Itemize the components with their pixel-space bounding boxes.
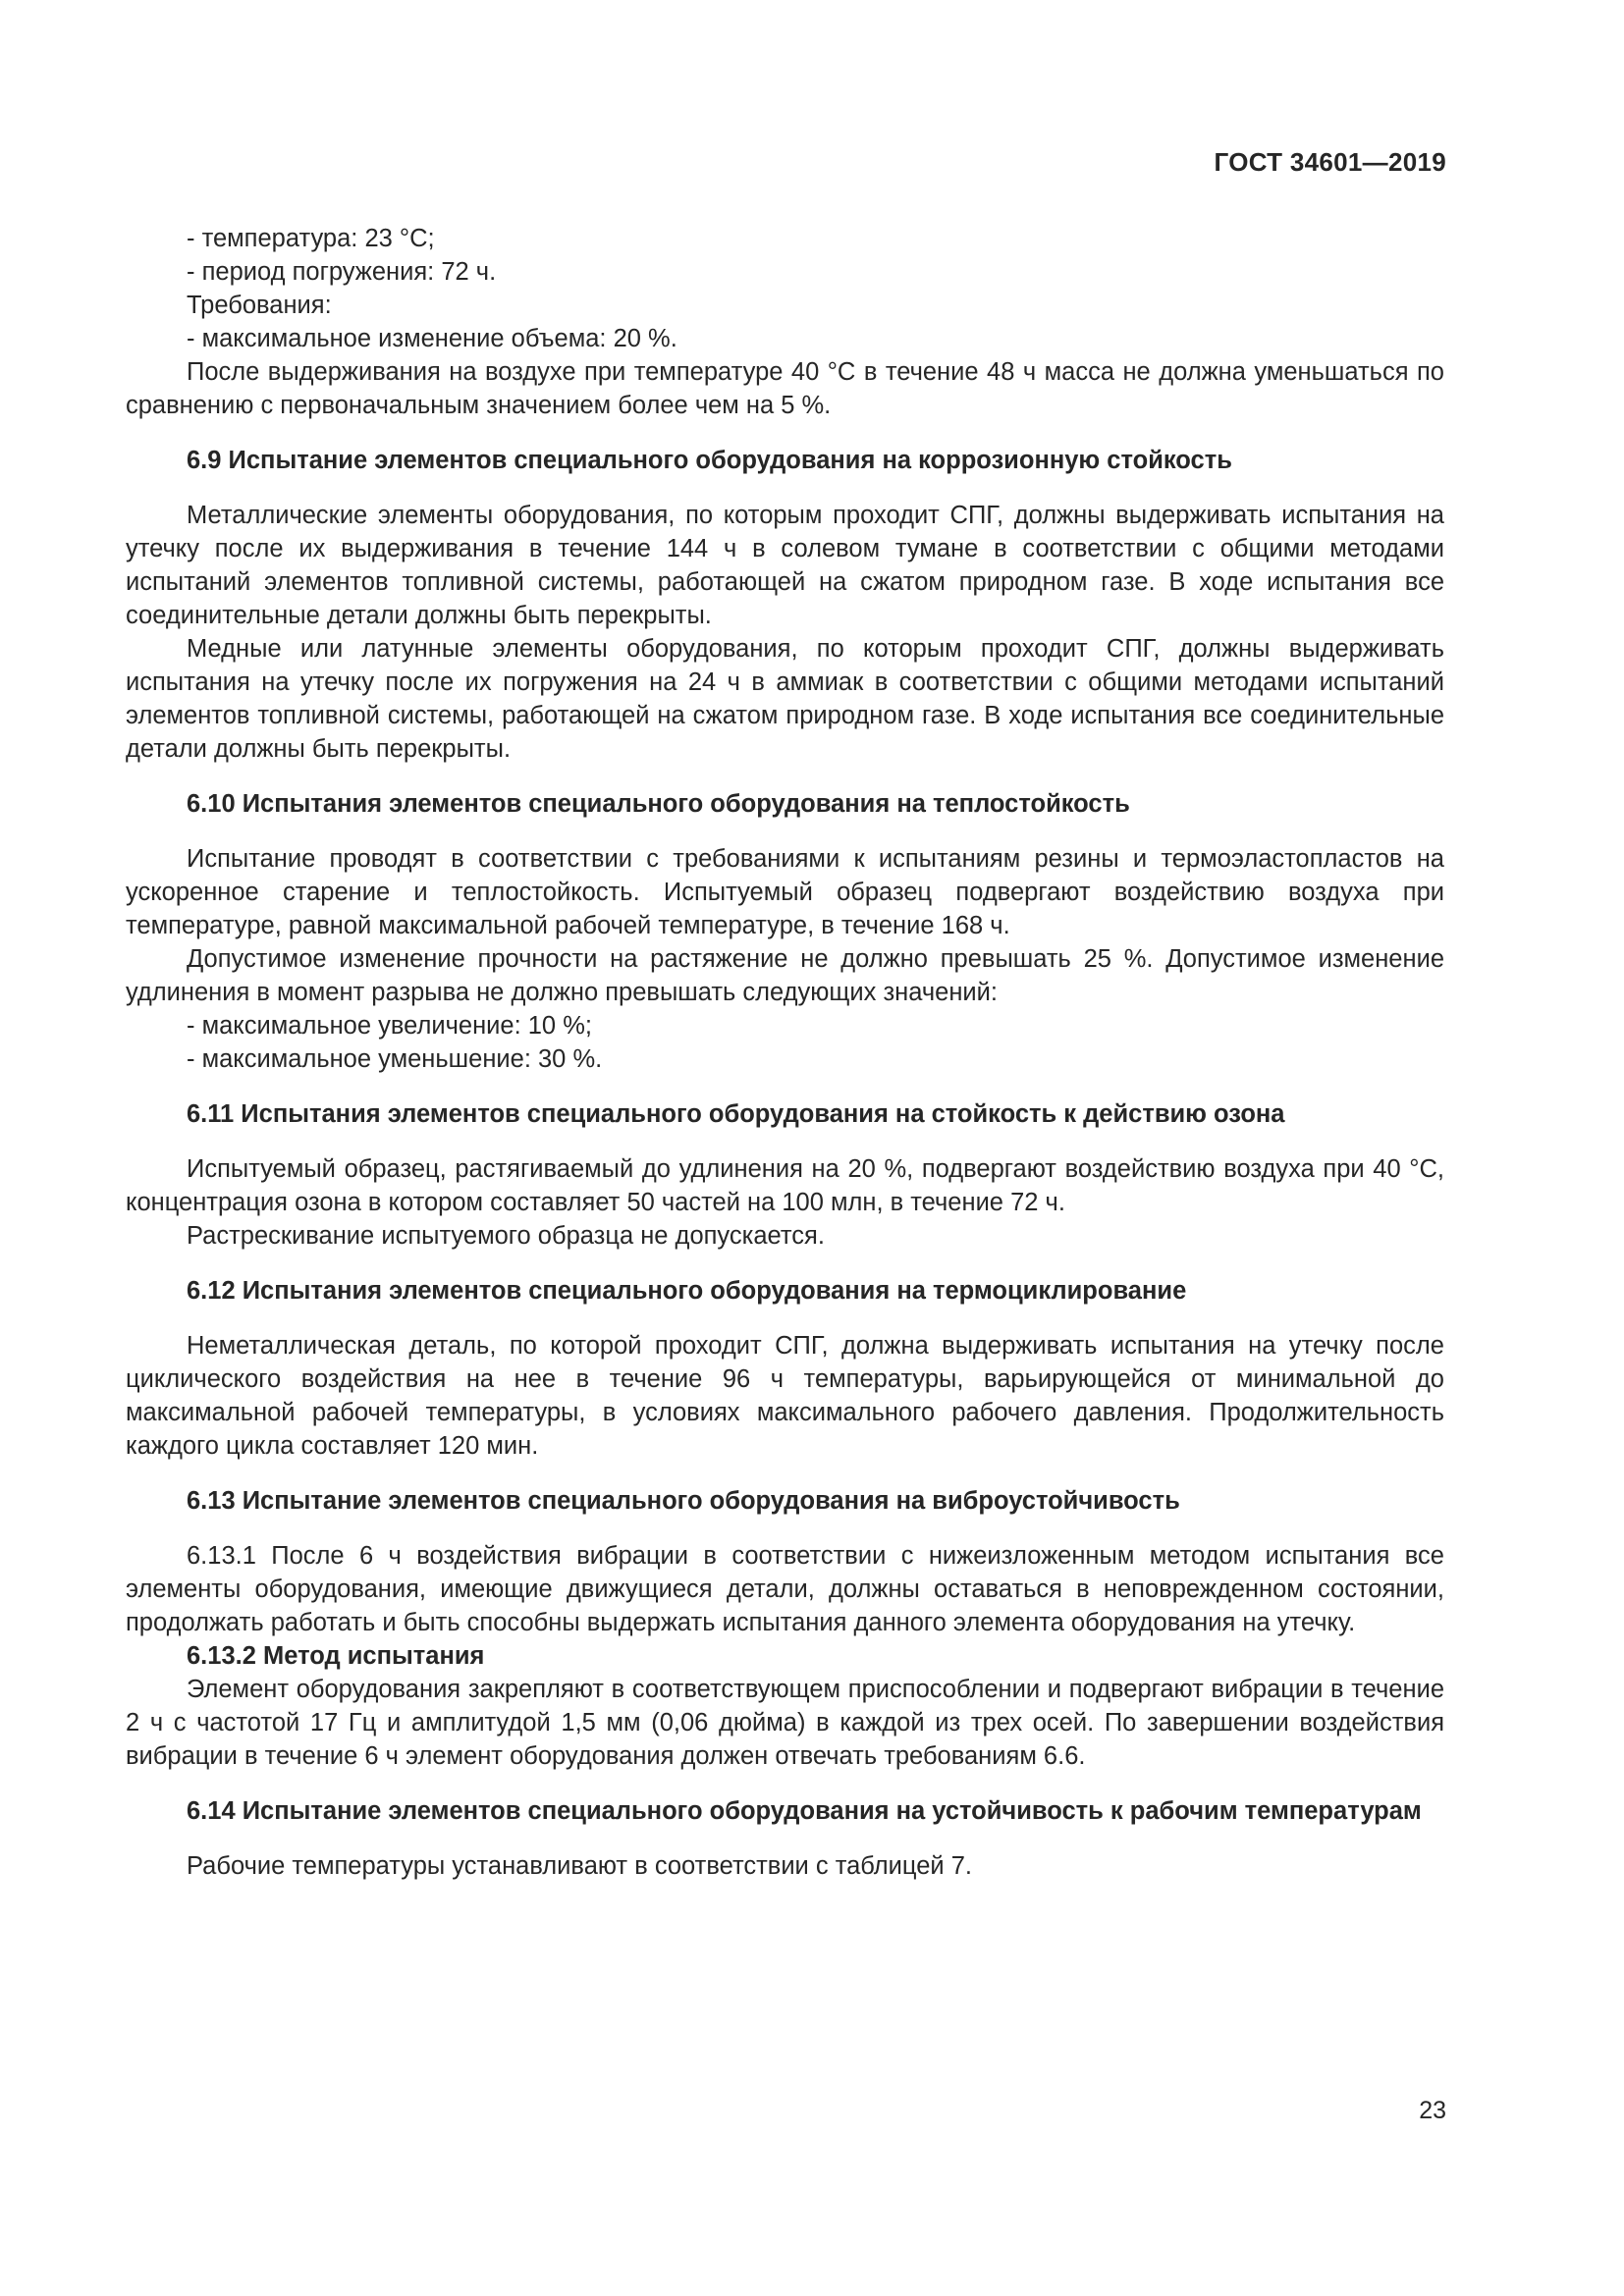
document-body — [126, 222, 1444, 1883]
page-number: 23 — [1419, 2097, 1446, 2124]
paragraph: Требования: — [187, 292, 332, 319]
paragraph: Металлические элементы оборудования, по которым проходит СПГ, должны выдерживать испытания на утечку после их выдерживания в течение 144 ч в солевом тумане в соответствии с общими методами испытаний элементов топливной системы, работающей на сжатом природном газе. В ходе испытания все соединительные детали должны быть перекрыты. — [126, 502, 1444, 629]
paragraph: Испытуемый образец, растягиваемый до удлинения на 20 %, подвергают воздействию воздуха при 40 °C, концентрация озона в котором составляет 50 частей на 100 млн, в течение 72 ч. — [126, 1155, 1444, 1216]
list-item: - температура: 23 °C; — [187, 225, 435, 252]
paragraph: Неметаллическая деталь, по которой проходит СПГ, должна выдерживать испытания на утечку после циклического воздействия на нее в течение 96 ч температуры, варьирующейся от минимальной до максимальной рабочей температуры, в условиях максимального рабочего давления. Продолжительность каждого цикла составляет 120 мин. — [126, 1332, 1444, 1460]
paragraph: Растрескивание испытуемого образца не допускается. — [187, 1222, 825, 1250]
list-item: - максимальное изменение объема: 20 %. — [187, 325, 677, 352]
section-heading-6-13: 6.13 Испытание элементов специального оборудования на виброустойчивость — [187, 1487, 1180, 1515]
paragraph: Допустимое изменение прочности на растяжение не должно превышать 25 %. Допустимое изменение удлинения в момент разрыва не должно превышать следующих значений: — [126, 945, 1444, 1006]
section-heading-6-12: 6.12 Испытания элементов специального оборудования на термоциклирование — [187, 1277, 1187, 1305]
paragraph: Рабочие температуры устанавливают в соответствии с таблицей 7. — [187, 1852, 972, 1880]
paragraph: После выдерживания на воздухе при температуре 40 °C в течение 48 ч масса не должна уменьшаться по сравнению с первоначальным значением более чем на 5 %. — [126, 358, 1444, 419]
list-item: - максимальное уменьшение: 30 %. — [187, 1045, 603, 1073]
section-heading-6-10: 6.10 Испытания элементов специального оборудования на теплостойкость — [187, 790, 1130, 818]
paragraph: Элемент оборудования закрепляют в соответствующем приспособлении и подвергают вибрации в течение 2 ч с частотой 17 Гц и амплитудой 1,5 мм (0,06 дюйма) в каждой из трех осей. По завершении воздействия вибрации в течение 6 ч элемент оборудования должен отвечать требованиям 6.6. — [126, 1676, 1444, 1770]
document-header: ГОСТ 34601—2019 — [1214, 147, 1446, 177]
list-item: - максимальное увеличение: 10 %; — [187, 1012, 592, 1040]
section-heading-6-11: 6.11 Испытания элементов специального оборудования на стойкость к действию озона — [187, 1100, 1285, 1128]
subsection-heading-6-13-2: 6.13.2 Метод испытания — [187, 1642, 485, 1670]
section-heading-6-9: 6.9 Испытание элементов специального оборудования на коррозионную стойкость — [187, 447, 1232, 474]
paragraph: 6.13.1 После 6 ч воздействия вибрации в соответствии с нижеизложенным методом испытания все элементы оборудования, имеющие движущиеся детали, должны оставаться в неповрежденном состоянии, продолжать работать и быть способны выдержать испытания данного элемента оборудования на утечку. — [126, 1542, 1444, 1636]
paragraph: Медные или латунные элементы оборудования, по которым проходит СПГ, должны выдерживать испытания на утечку после их погружения на 24 ч в аммиак в соответствии с общими методами испытаний элементов топливной системы, работающей на сжатом природном газе. В ходе испытания все соединительные детали должны быть перекрыты. — [126, 635, 1444, 763]
section-heading-6-14: 6.14 Испытание элементов специального оборудования на устойчивость к рабочим температурам — [187, 1797, 1422, 1825]
paragraph: Испытание проводят в соответствии с требованиями к испытаниям резины и термоэластопластов на ускоренное старение и теплостойкость. Испытуемый образец подвергают воздействию воздуха при температуре, равной максимальной рабочей температуре, в течение 168 ч. — [126, 845, 1444, 939]
list-item: - период погружения: 72 ч. — [187, 258, 497, 286]
